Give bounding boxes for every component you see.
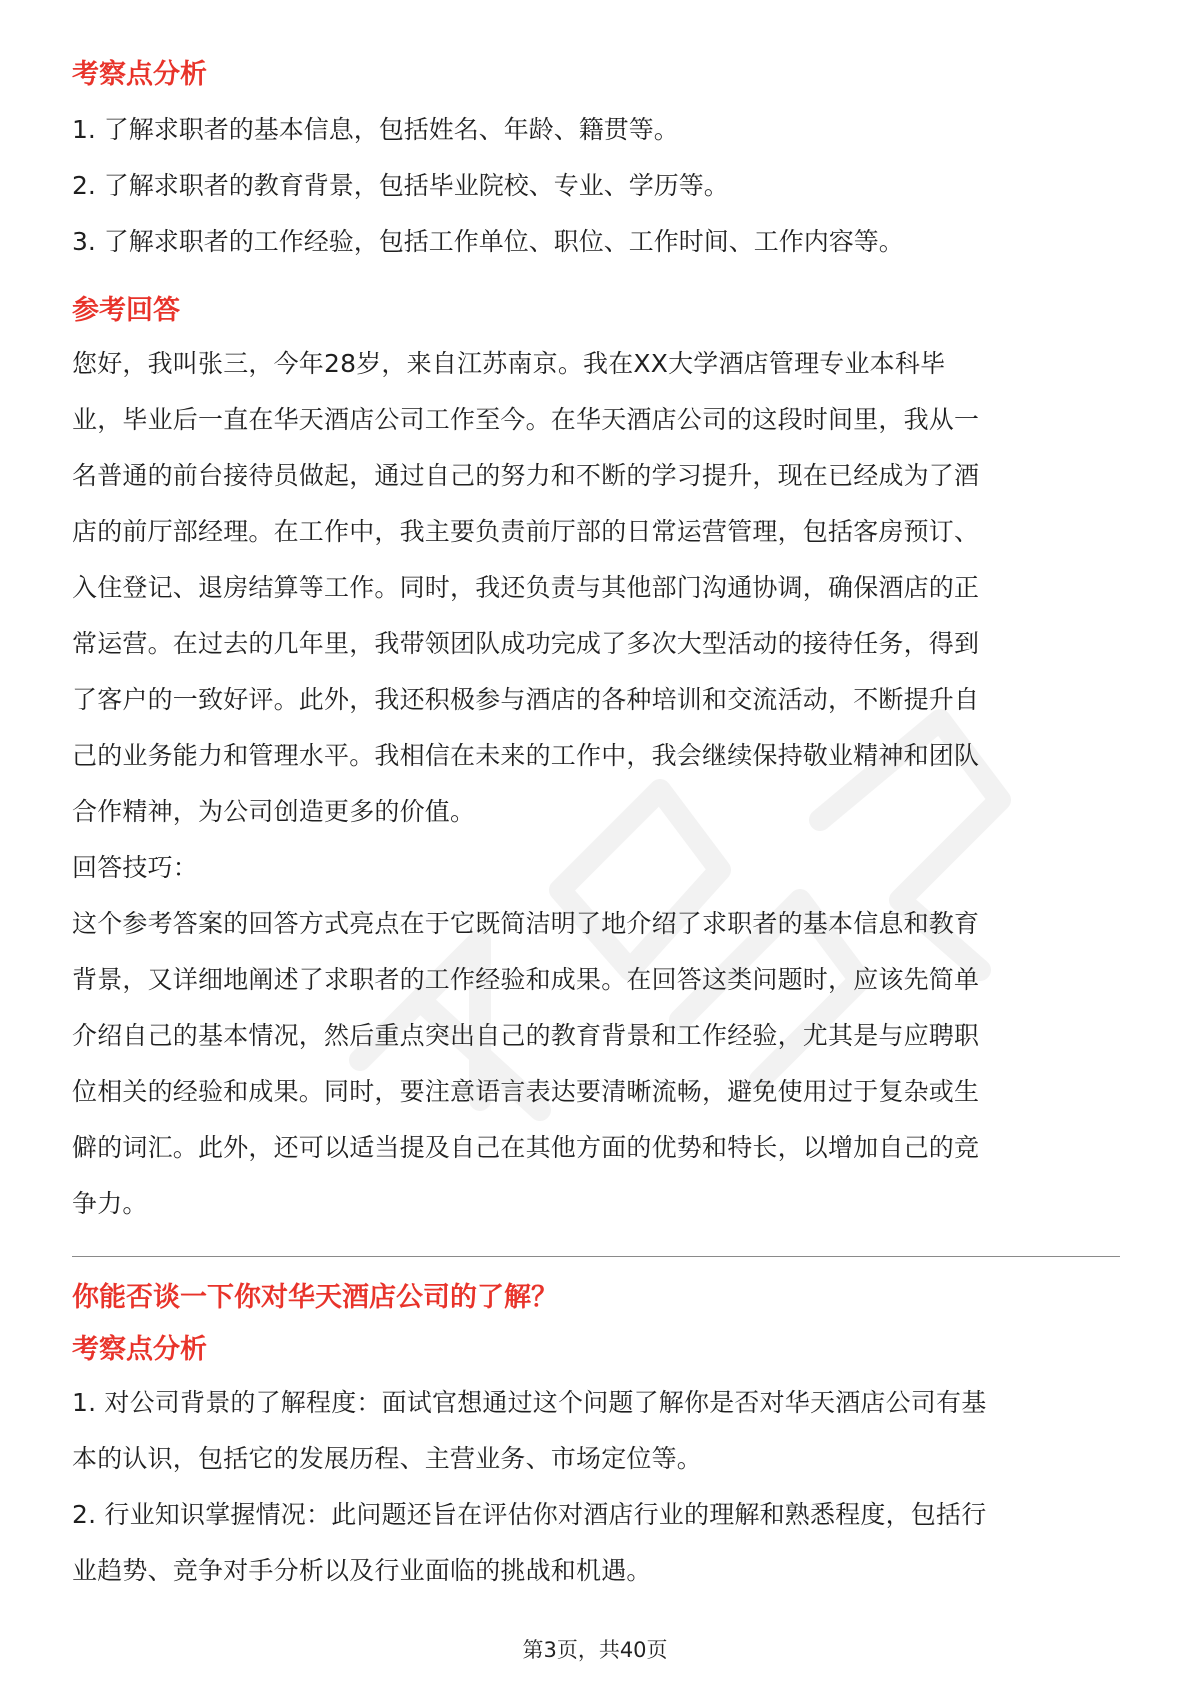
answer-line: 入住登记、退房结算等工作。同时，我还负责与其他部门沟通协调，确保酒店的正 bbox=[72, 573, 980, 602]
tips-line: 僻的词汇。此外，还可以适当提及自己在其他方面的优势和特长，以增加自己的竞 bbox=[72, 1133, 980, 1162]
page-content bbox=[72, 48, 1120, 1599]
answer-tips-paragraph bbox=[72, 896, 1120, 1232]
analysis2-line: 业趋势、竞争对手分析以及行业面临的挑战和机遇。 bbox=[72, 1556, 652, 1585]
answer-line: 常运营。在过去的几年里，我带领团队成功完成了多次大型活动的接待任务，得到 bbox=[72, 629, 980, 658]
answer-line: 己的业务能力和管理水平。我相信在未来的工作中，我会继续保持敬业精神和团队 bbox=[72, 741, 980, 770]
section-heading-analysis-2: 考察点分析 bbox=[72, 1334, 207, 1365]
answer-line: 合作精神，为公司创造更多的价值。 bbox=[72, 797, 476, 826]
section-heading-reference-answer: 参考回答 bbox=[72, 295, 180, 326]
tips-line: 介绍自己的基本情况，然后重点突出自己的教育背景和工作经验，尤其是与应聘职 bbox=[72, 1021, 980, 1050]
tips-line: 背景，又详细地阐述了求职者的工作经验和成果。在回答这类问题时，应该先简单 bbox=[72, 965, 980, 994]
answer-line: 您好，我叫张三，今年28岁，来自江苏南京。我在XX大学酒店管理专业本科毕 bbox=[72, 349, 946, 378]
analysis-item-2: 2. 了解求职者的教育背景，包括毕业院校、专业、学历等。 bbox=[72, 171, 729, 200]
analysis-item-3: 3. 了解求职者的工作经验，包括工作单位、职位、工作时间、工作内容等。 bbox=[72, 227, 904, 256]
analysis2-line: 2. 行业知识掌握情况：此问题还旨在评估你对酒店行业的理解和熟悉程度，包括行 bbox=[72, 1500, 987, 1529]
answer-tips-label: 回答技巧： bbox=[72, 853, 199, 882]
analysis2-line: 本的认识，包括它的发展历程、主营业务、市场定位等。 bbox=[72, 1444, 703, 1473]
answer-line: 了客户的一致好评。此外，我还积极参与酒店的各种培训和交流活动，不断提升自 bbox=[72, 685, 980, 714]
analysis2-line: 1. 对公司背景的了解程度：面试官想通过这个问题了解你是否对华天酒店公司有基 bbox=[72, 1388, 987, 1417]
tips-line: 这个参考答案的回答方式亮点在于它既简洁明了地介绍了求职者的基本信息和教育 bbox=[72, 909, 980, 938]
answer-line: 店的前厅部经理。在工作中，我主要负责前厅部的日常运营管理，包括客房预订、 bbox=[72, 517, 980, 546]
tips-line: 争力。 bbox=[72, 1189, 148, 1218]
answer-line: 名普通的前台接待员做起，通过自己的努力和不断的学习提升，现在已经成为了酒 bbox=[72, 461, 980, 490]
reference-answer-paragraph bbox=[72, 336, 1120, 840]
section-heading-analysis: 考察点分析 bbox=[72, 59, 207, 90]
question-title: 你能否谈一下你对华天酒店公司的了解？ bbox=[72, 1282, 558, 1313]
section-divider bbox=[72, 1256, 1120, 1257]
analysis-item-1: 1. 了解求职者的基本信息，包括姓名、年龄、籍贯等。 bbox=[72, 115, 679, 144]
tips-line: 位相关的经验和成果。同时，要注意语言表达要清晰流畅，避免使用过于复杂或生 bbox=[72, 1077, 980, 1106]
answer-line: 业，毕业后一直在华天酒店公司工作至今。在华天酒店公司的这段时间里，我从一 bbox=[72, 405, 980, 434]
page-number-footer: 第3页，共40页 bbox=[522, 1638, 668, 1662]
